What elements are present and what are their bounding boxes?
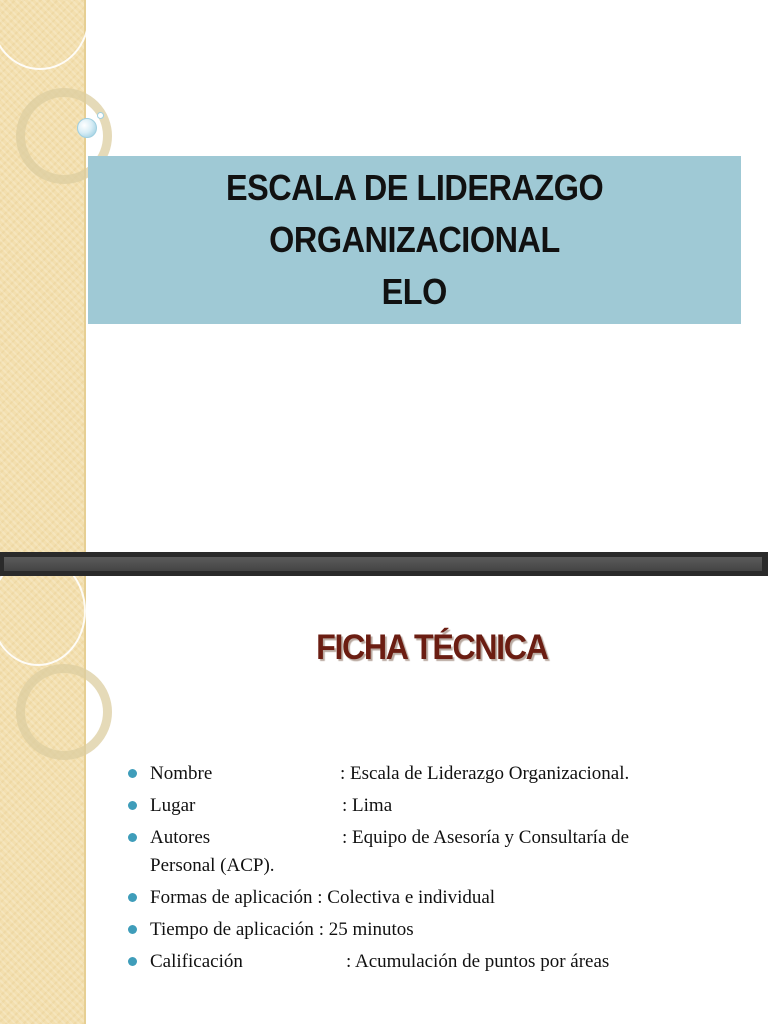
item-label: Tiempo de aplicación — [150, 919, 314, 940]
ficha-list — [126, 760, 746, 980]
list-item — [126, 792, 746, 820]
list-item — [126, 760, 746, 788]
title-line-3: ELO — [381, 271, 448, 312]
item-label: Formas de aplicación — [150, 887, 313, 908]
bullet-icon — [128, 893, 137, 902]
item-label: Calificación — [150, 951, 243, 972]
item-label: Lugar — [150, 795, 196, 816]
item-value: : Acumulación de puntos por áreas — [346, 951, 610, 972]
section-heading: FICHA TÉCNICA — [316, 628, 548, 667]
bullet-icon — [128, 801, 137, 810]
title-box — [88, 156, 741, 324]
list-item — [126, 824, 746, 880]
item-value: : Lima — [342, 795, 393, 816]
title-line-2: ORGANIZACIONAL — [269, 219, 560, 260]
decorative-side-strip — [0, 0, 86, 552]
item-value-continuation: Personal (ACP). — [150, 855, 275, 876]
decorative-ring — [16, 664, 112, 760]
bullet-icon — [128, 833, 137, 842]
item-value: : Escala de Liderazgo Organizacional. — [340, 763, 630, 784]
item-label: Autores — [150, 827, 211, 848]
item-value: : Colectiva e individual — [317, 887, 496, 908]
bullet-icon — [128, 957, 137, 966]
slide-divider-bar — [4, 557, 762, 571]
slide-ficha-tecnica — [0, 576, 768, 1024]
title-line-1: ESCALA DE LIDERAZGO — [225, 167, 604, 208]
list-item — [126, 916, 746, 944]
list-item — [126, 948, 746, 976]
item-value: : Equipo de Asesoría y Consultaría de — [342, 827, 630, 848]
decorative-bubble — [77, 118, 97, 138]
list-item — [126, 884, 746, 912]
bullet-icon — [128, 769, 137, 778]
item-label: Nombre — [150, 763, 213, 784]
bullet-icon — [128, 925, 137, 934]
slide-divider — [0, 552, 768, 576]
item-value: : 25 minutos — [318, 919, 414, 940]
decorative-bubble — [97, 112, 104, 119]
